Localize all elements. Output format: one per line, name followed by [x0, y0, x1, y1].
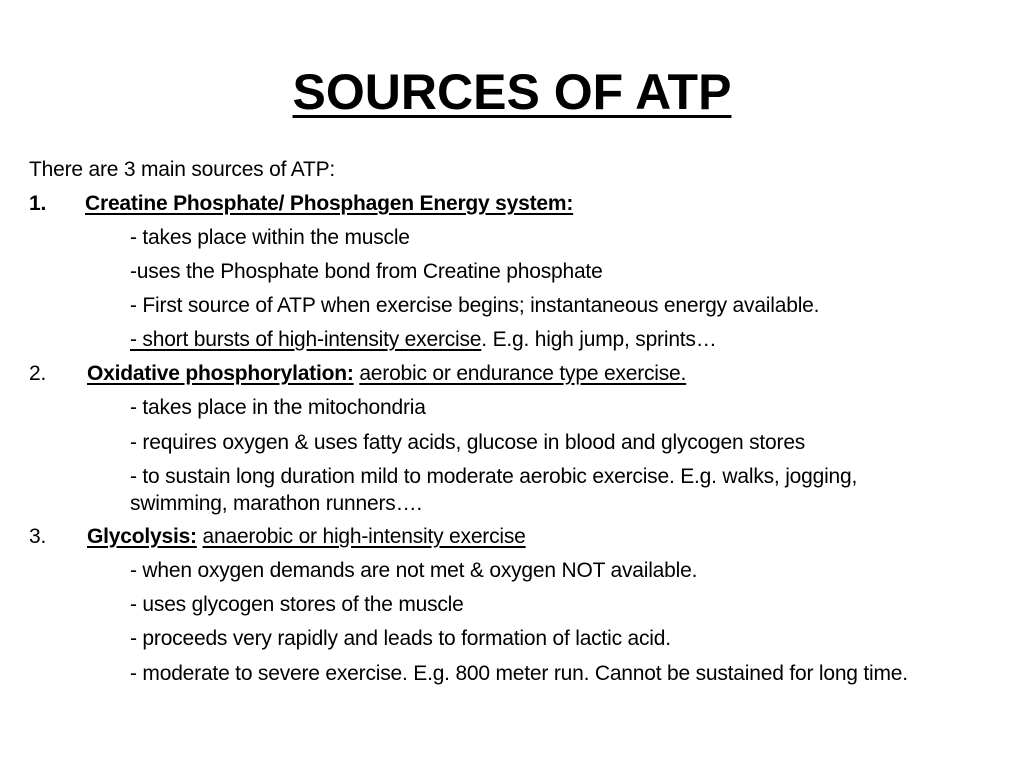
section-1-point-4: [29, 323, 1004, 357]
section-2-number: 2.: [29, 362, 47, 385]
intro-text: There are 3 main sources of ATP:: [29, 158, 336, 181]
section-3-point-2: - uses glycogen stores of the muscle: [130, 593, 464, 616]
section-3-point-3: - proceeds very rapidly and leads to formation of lactic acid.: [130, 627, 671, 650]
section-3-number: 3.: [29, 525, 47, 548]
section-2-title: Oxidative phosphorylation:: [87, 362, 354, 385]
slide-title: [0, 62, 1024, 122]
section-3-point-1: - when oxygen demands are not met & oxygen NOT available.: [130, 559, 698, 582]
section-1-point-4-underlined: - short bursts of high-intensity exercise: [130, 328, 482, 351]
section-3-title: Glycolysis:: [87, 525, 197, 548]
section-3-heading: [29, 520, 1004, 554]
section-1-heading: [29, 187, 1004, 221]
section-1-title: Creatine Phosphate/ Phosphagen Energy system:: [85, 192, 574, 215]
section-2-point-2: - requires oxygen & uses fatty acids, glucose in blood and glycogen stores: [130, 431, 806, 454]
section-1-point-2: -uses the Phosphate bond from Creatine phosphate: [130, 260, 603, 283]
section-1-number: 1.: [29, 192, 47, 215]
section-3-point-4: - moderate to severe exercise. E.g. 800 meter run. Cannot be sustained for long time.: [130, 662, 908, 685]
section-3-subtitle: anaerobic or high-intensity exercise: [202, 525, 526, 548]
section-1-point-3: - First source of ATP when exercise begins; instantaneous energy available.: [130, 294, 820, 317]
section-1-point-1: - takes place within the muscle: [130, 226, 410, 249]
section-2-heading: [29, 357, 1004, 391]
section-2-point-3: - to sustain long duration mild to moderate aerobic exercise. E.g. walks, jogging, swimming, marathon runners….: [130, 465, 858, 515]
section-2-subtitle: aerobic or endurance type exercise.: [359, 362, 687, 385]
section-1-point-4-rest: . E.g. high jump, sprints…: [481, 328, 717, 351]
slide-body: [29, 153, 1004, 687]
section-2-point-1: - takes place in the mitochondria: [130, 396, 426, 419]
slide-title-text: SOURCES OF ATP: [292, 64, 732, 120]
